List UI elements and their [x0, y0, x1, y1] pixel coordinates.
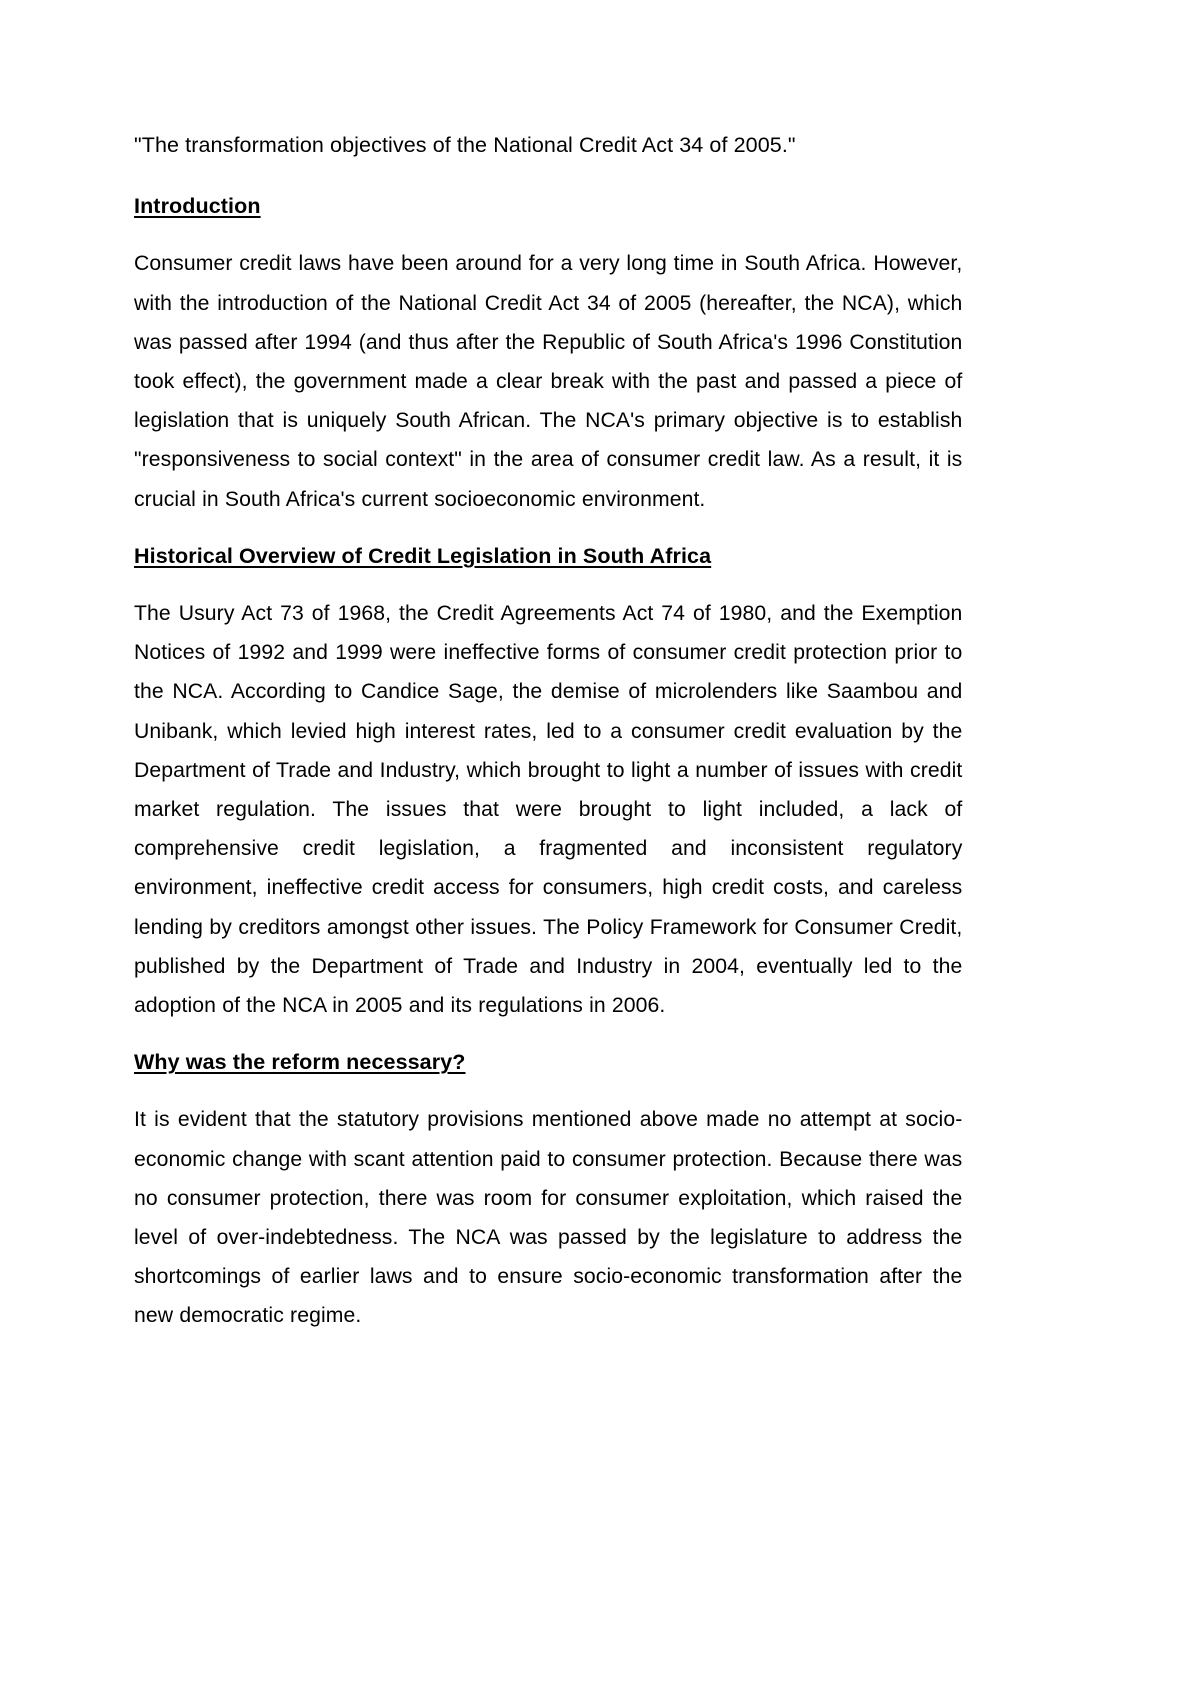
paragraph-historical-overview: The Usury Act 73 of 1968, the Credit Agreements Act 74 of 1980, and the Exemption Notices of 1992 and 1999 were ineffective forms of consumer credit protection prior to the NCA. According to Candice Sage, the demise of microlenders like Saambou and Unibank, which levied high interest rates, led to a consumer credit evaluation by the Department of Trade and Industry, which brought to light a number of issues with credit market regulation. The issues that were brought to light included, a lack of comprehensive credit legislation, a fragmented and inconsistent regulatory environment, ineffective credit access for consumers, high credit costs, and careless lending by creditors amongst other issues. The Policy Framework for Consumer Credit, published by the Department of Trade and Industry in 2004, eventually led to the adoption of the NCA in 2005 and its regulations in 2006.: [134, 601, 963, 1018]
heading-introduction-text: Introduction: [134, 194, 261, 219]
document-body: [134, 126, 975, 1336]
paragraph-why-reform-necessary: It is evident that the statutory provisions mentioned above made no attempt at socio-economic change with scant attention paid to consumer protection. Because there was no consumer protection, there was room for consumer exploitation, which raised the level of over-indebtedness. The NCA was passed by the legislature to address the shortcomings of earlier laws and to ensure socio-economic transformation after the new democratic regime.: [134, 1107, 963, 1328]
paragraph-introduction: Consumer credit laws have been around for a very long time in South Africa. However, with the introduction of the National Credit Act 34 of 2005 (hereafter, the NCA), which was passed after 1994 (and thus after the Republic of South Africa's 1996 Constitution took effect), the government made a clear break with the past and passed a piece of legislation that is uniquely South African. The NCA's primary objective is to establish "responsiveness to social context" in the area of consumer credit law. As a result, it is crucial in South Africa's current socioeconomic environment.: [134, 251, 963, 511]
heading-why-reform-necessary-text: Why was the reform necessary?: [134, 1050, 466, 1075]
heading-historical-overview: [134, 537, 975, 576]
heading-why-reform-necessary: [134, 1043, 975, 1082]
document-title: "The transformation objectives of the National Credit Act 34 of 2005.": [134, 133, 796, 157]
heading-introduction: [134, 187, 975, 226]
heading-historical-overview-text: Historical Overview of Credit Legislation in South Africa: [134, 543, 712, 568]
